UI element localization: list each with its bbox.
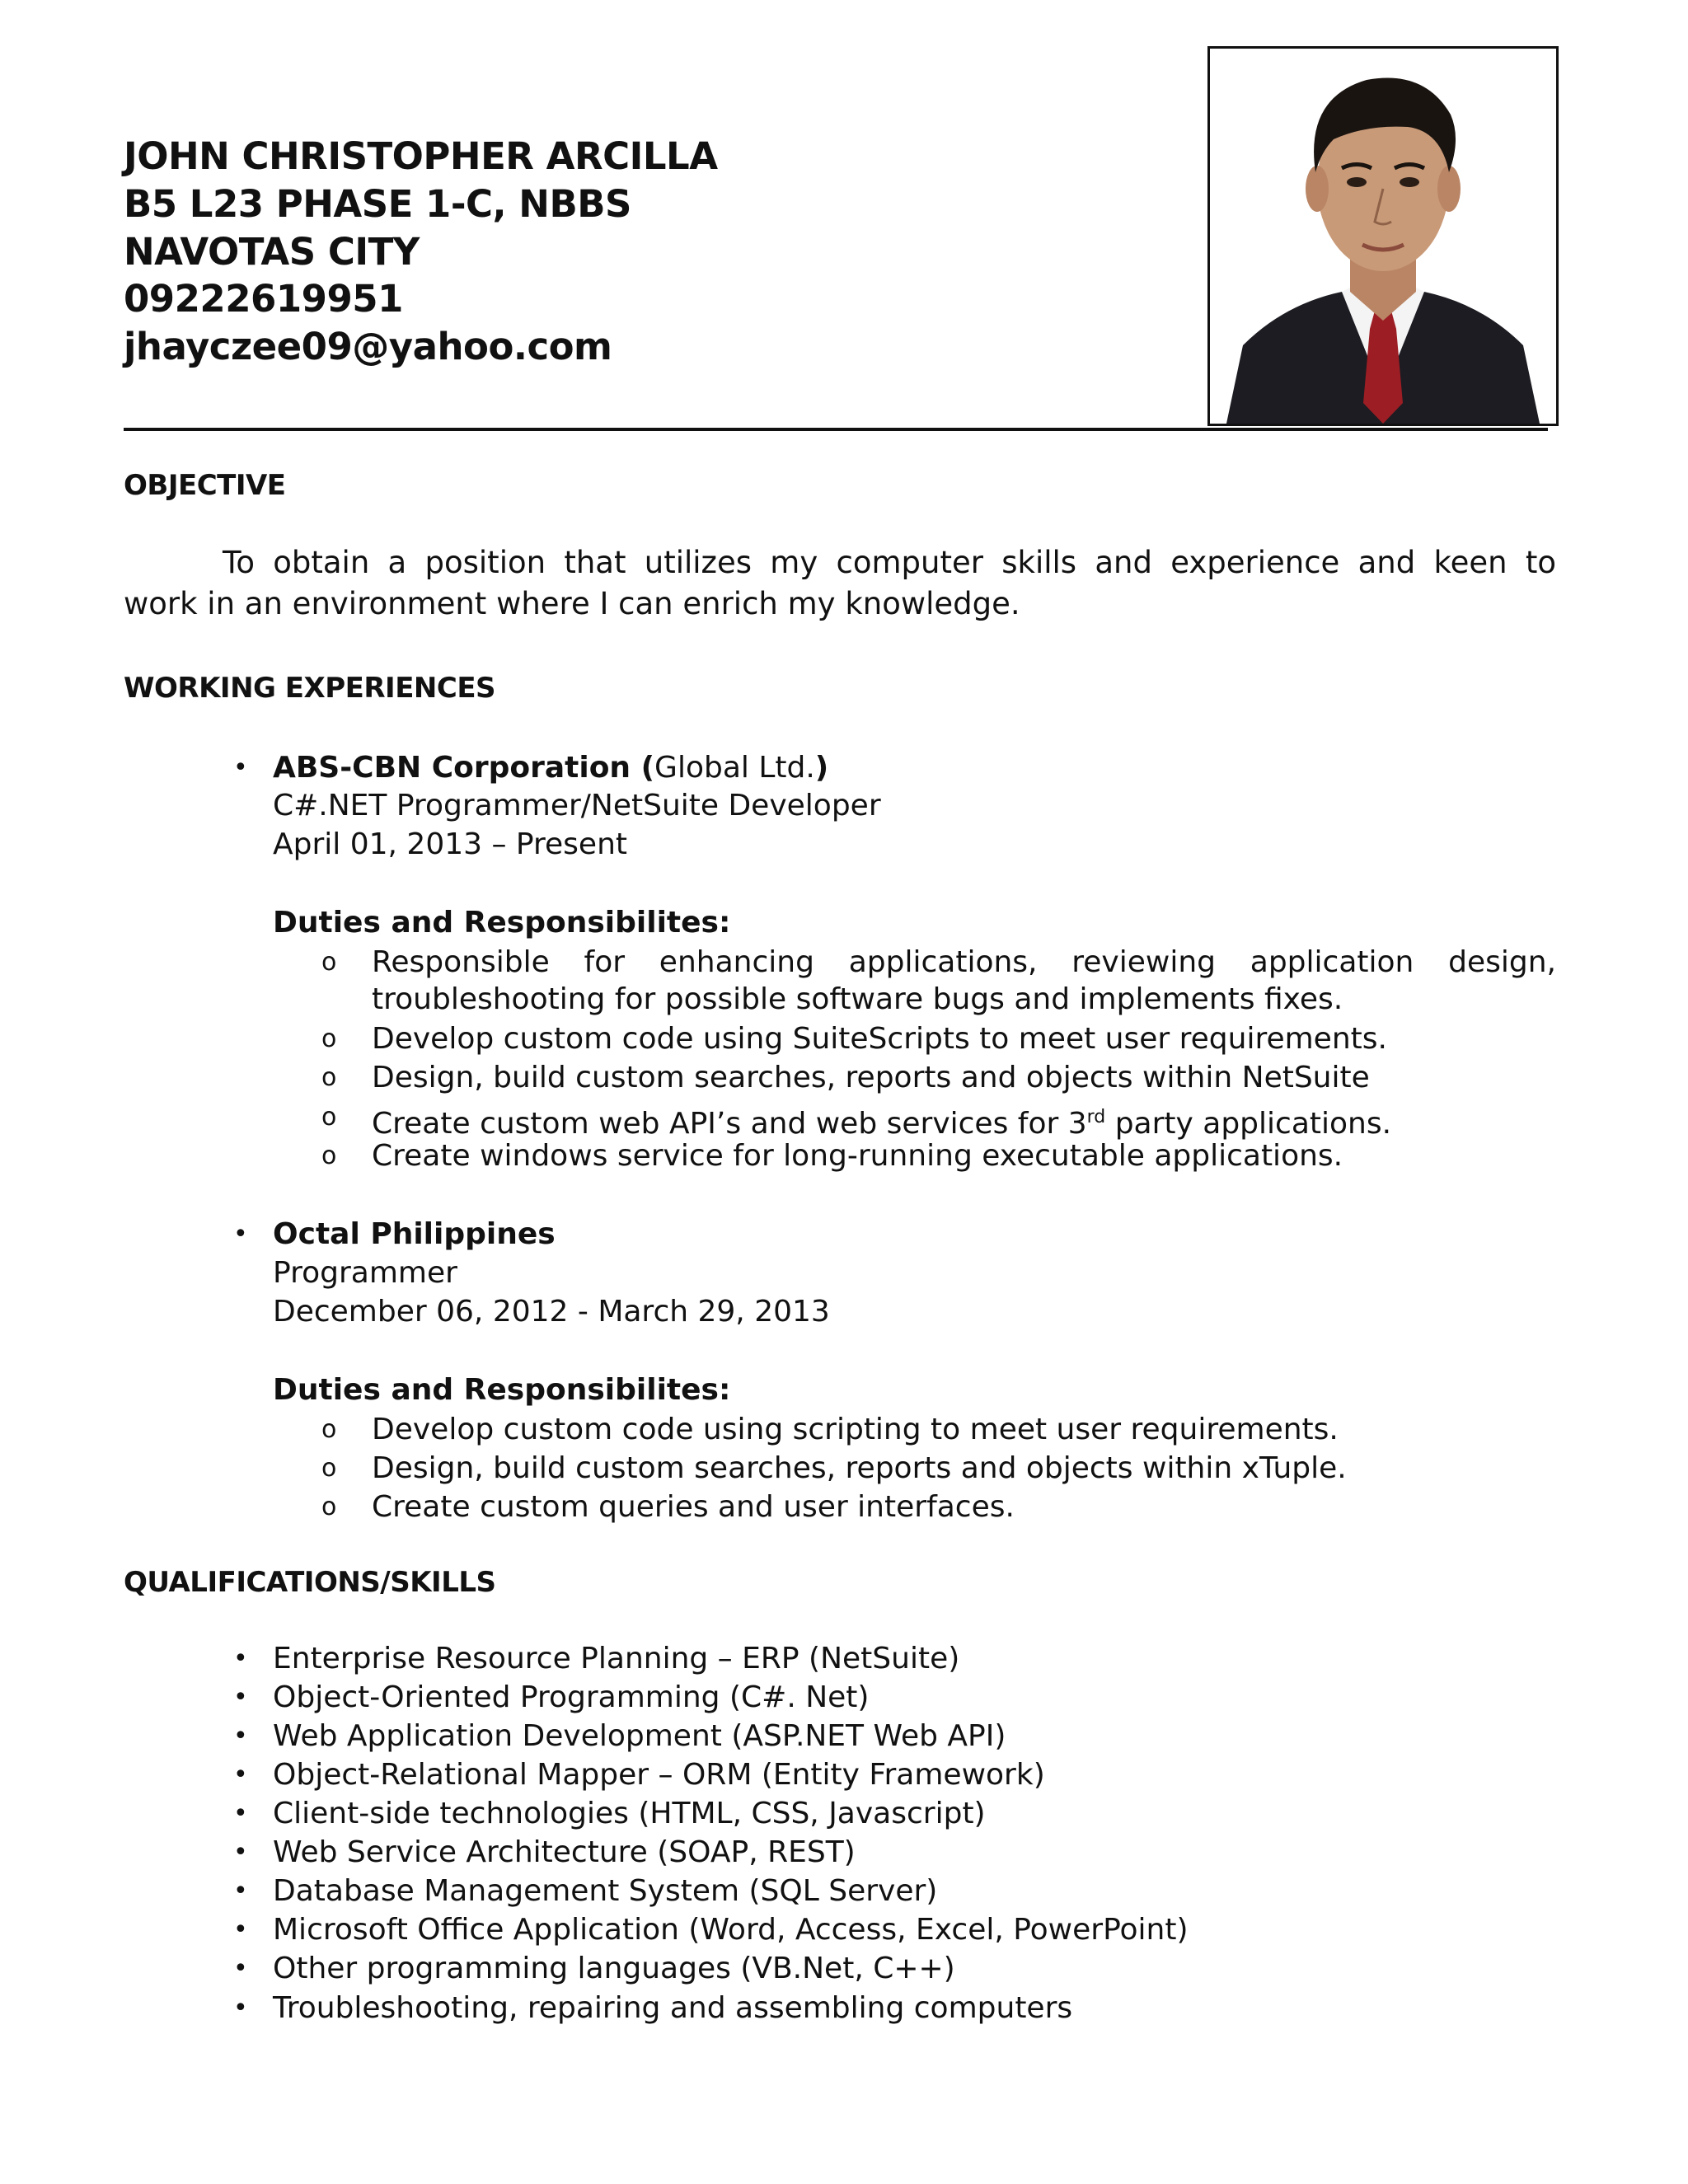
- bullet-icon: •: [233, 1954, 248, 1983]
- job-2-dates: December 06, 2012 - March 29, 2013: [273, 1295, 830, 1329]
- sub-bullet-icon: o: [321, 1103, 337, 1132]
- job-2-duties-title: Duties and Responsibilites:: [273, 1373, 731, 1407]
- bullet-icon: •: [233, 1799, 248, 1828]
- skill-item: Client-side technologies (HTML, CSS, Javascript): [273, 1797, 986, 1830]
- sub-bullet-icon: o: [321, 1454, 337, 1483]
- job-1-duties-title: Duties and Responsibilites:: [273, 906, 731, 940]
- objective-line-1: To obtain a position that utilizes my computer skills and experience and keen to: [223, 545, 1556, 580]
- bullet-icon: •: [233, 753, 248, 782]
- job-1-duty-1-cont: troubleshooting for possible software bugs and implements fixes.: [372, 982, 1343, 1016]
- objective-heading: OBJECTIVE: [124, 469, 286, 502]
- bullet-icon: •: [233, 1644, 248, 1673]
- job-1-company: [273, 749, 828, 787]
- skill-item: Object-Relational Mapper – ORM (Entity Framework): [273, 1758, 1045, 1792]
- skill-item: Enterprise Resource Planning – ERP (NetSuite): [273, 1642, 960, 1675]
- sub-bullet-icon: o: [321, 948, 337, 977]
- sub-bullet-icon: o: [321, 1063, 337, 1092]
- sub-bullet-icon: o: [321, 1141, 337, 1170]
- address-line-2: NAVOTAS CITY: [124, 230, 420, 274]
- job-1-duty-5: Create windows service for long-running executable applications.: [372, 1139, 1343, 1173]
- sub-bullet-icon: o: [321, 1415, 337, 1444]
- applicant-name: JOHN CHRISTOPHER ARCILLA: [124, 134, 718, 178]
- email-address: jhayczee09@yahoo.com: [124, 325, 612, 368]
- job-1-duty-1: Responsible for enhancing applications, reviewing application design,: [372, 945, 1556, 979]
- job-1-duty-4-text: Create custom web API’s and web services for 3: [372, 1107, 1087, 1141]
- bullet-icon: •: [233, 1838, 248, 1867]
- person-photo-icon: [1210, 49, 1556, 424]
- bullet-icon: •: [233, 1877, 248, 1905]
- bullet-icon: •: [233, 1683, 248, 1712]
- job-2-duty-1: Develop custom code using scripting to meet user requirements.: [372, 1413, 1339, 1446]
- job-1-role: C#.NET Programmer/NetSuite Developer: [273, 789, 881, 823]
- objective-line-2: work in an environment where I can enrich my knowledge.: [124, 586, 1020, 621]
- job-1-duty-3: Design, build custom searches, reports and objects within NetSuite: [372, 1061, 1370, 1094]
- job-2-role: Programmer: [273, 1256, 457, 1290]
- skill-item: Other programming languages (VB.Net, C++): [273, 1952, 955, 1985]
- skill-item: Web Application Development (ASP.NET Web API): [273, 1719, 1006, 1753]
- job-2-company: Octal Philippines: [273, 1217, 556, 1251]
- bullet-icon: •: [233, 1994, 248, 2022]
- bullet-icon: •: [233, 1220, 248, 1249]
- job-1-duty-4-rest: party applications.: [1105, 1107, 1392, 1141]
- bullet-icon: •: [233, 1760, 248, 1789]
- job-1-company-name: ABS-CBN Corporation (: [273, 751, 655, 785]
- skill-item: Database Management System (SQL Server): [273, 1874, 938, 1908]
- skills-heading: QUALIFICATIONS/SKILLS: [124, 1566, 496, 1599]
- job-1-duty-4-superscript: rd: [1086, 1107, 1106, 1127]
- bullet-icon: •: [233, 1722, 248, 1750]
- bullet-icon: •: [233, 1915, 248, 1944]
- profile-photo: [1207, 46, 1559, 426]
- job-2-duty-3: Create custom queries and user interfaces.: [372, 1490, 1015, 1524]
- phone-number: 09222619951: [124, 277, 403, 321]
- job-1-dates: April 01, 2013 – Present: [273, 827, 627, 861]
- skill-item: Web Service Architecture (SOAP, REST): [273, 1835, 856, 1869]
- job-1-company-close: ): [814, 751, 829, 785]
- address-line-1: B5 L23 PHASE 1-C, NBBS: [124, 182, 631, 226]
- sub-bullet-icon: o: [321, 1024, 337, 1053]
- job-1-duty-4: [372, 1099, 1391, 1143]
- skill-item: Troubleshooting, repairing and assembling computers: [273, 1991, 1073, 2025]
- sub-bullet-icon: o: [321, 1493, 337, 1521]
- experience-heading: WORKING EXPERIENCES: [124, 672, 496, 705]
- objective-paragraph: [124, 542, 1556, 625]
- job-2-duty-2: Design, build custom searches, reports and objects within xTuple.: [372, 1451, 1347, 1485]
- job-1-duty-2: Develop custom code using SuiteScripts to meet user requirements.: [372, 1022, 1387, 1056]
- skill-item: Object-Oriented Programming (C#. Net): [273, 1680, 870, 1714]
- skill-item: Microsoft Office Application (Word, Access, Excel, PowerPoint): [273, 1913, 1189, 1947]
- job-1-company-detail: Global Ltd.: [654, 751, 815, 785]
- header-divider: [124, 428, 1548, 431]
